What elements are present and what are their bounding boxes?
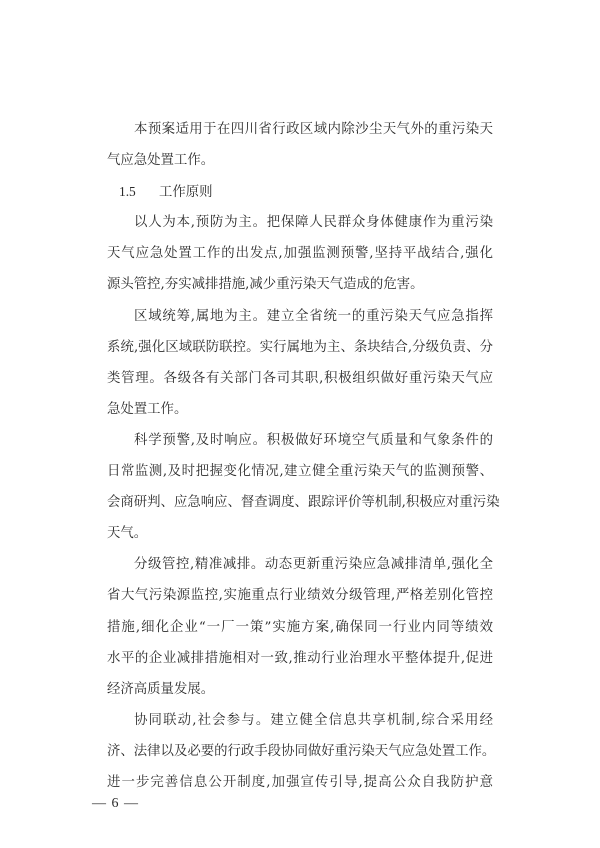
paragraph-line: 本预案适用于在四川省行政区域内除沙尘天气外的重污染天 bbox=[134, 122, 493, 137]
paragraph-line: 天气。 bbox=[107, 526, 148, 542]
paragraph-line: 水平的企业减排措施相对一致,推动行业治理水平整体提升,促进 bbox=[107, 650, 493, 666]
paragraph-line: 气应急处置工作。 bbox=[107, 153, 215, 169]
paragraph-line: 会商研判、应急响应、督查调度、跟踪评价等机制,积极应对重污染 bbox=[107, 495, 500, 511]
paragraph-line: 系统,强化区域联防联控。实行属地为主、条块结合,分级负责、分 bbox=[107, 339, 493, 355]
paragraph-line: 进一步完善信息公开制度,加强宣传引导,提高公众自我防护意 bbox=[107, 774, 493, 790]
paragraph-line: 济、法律以及必要的行政手段协同做好重污染天气应急处置工作。 bbox=[107, 743, 496, 759]
section-number: 1.5 bbox=[119, 184, 136, 200]
paragraph-line: 经济高质量发展。 bbox=[107, 681, 215, 697]
paragraph-line: 省大气污染源监控,实施重点行业绩效分级管理,严格差别化管控 bbox=[107, 588, 493, 604]
paragraph-line: 天气应急处置工作的出发点,加强监测预警,坚持平战结合,强化 bbox=[107, 246, 493, 262]
paragraph-line: 分级管控,精准减排。动态更新重污染应急减排清单,强化全 bbox=[134, 557, 493, 573]
page-number: — 6 — bbox=[92, 796, 139, 811]
paragraph-line: 科学预警,及时响应。积极做好环境空气质量和气象条件的 bbox=[134, 432, 493, 448]
paragraph-line: 协同联动,社会参与。建立健全信息共享机制,综合采用经 bbox=[134, 712, 493, 728]
section-heading bbox=[107, 176, 493, 207]
paragraph-line: 日常监测,及时把握变化情况,建立健全重污染天气的监测预警、 bbox=[107, 464, 493, 480]
document-body bbox=[107, 114, 500, 798]
paragraph-line: 以人为本,预防为主。把保障人民群众身体健康作为重污染 bbox=[134, 215, 493, 231]
paragraph-line: 源头管控,夯实减排措施,减少重污染天气造成的危害。 bbox=[107, 277, 424, 293]
section-title: 工作原则 bbox=[159, 185, 213, 201]
paragraph-line: 类管理。各级各有关部门各司其职,积极组织做好重污染天气应 bbox=[107, 370, 493, 386]
paragraph-line: 急处置工作。 bbox=[107, 401, 188, 417]
paragraph-line: 区域统筹,属地为主。建立全省统一的重污染天气应急指挥 bbox=[134, 308, 493, 324]
paragraph-line: 措施,细化企业“一厂一策”实施方案,确保同一行业内同等绩效 bbox=[107, 619, 493, 635]
